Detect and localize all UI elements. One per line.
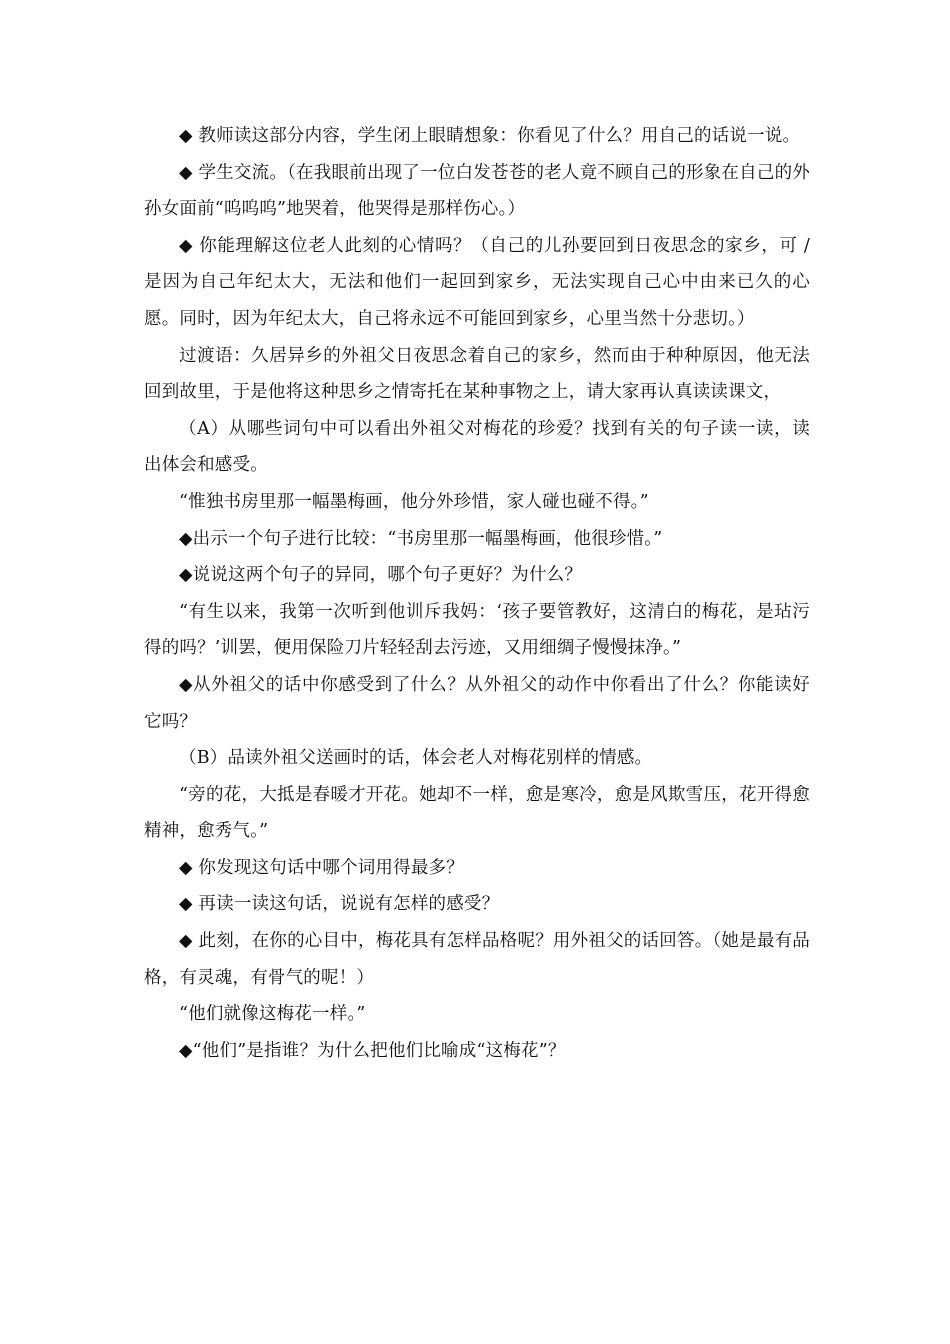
paragraph-13: ◆ 你发现这句话中哪个词用得最多？ — [179, 857, 464, 878]
paragraph-8: ◆说说这两个句子的异同，哪个句子更好？为什么？ — [179, 565, 583, 586]
paragraph-1: ◆ 教师读这部分内容，学生闭上眼睛想象：你看见了什么？用自己的话说一说。 — [179, 126, 801, 146]
paragraph-3: ◆ 你能理解这位老人此刻的心情吗？（自己的儿孙要回到日夜思念的家乡，可 / 是因为自己年纪太大，无法和他们一起回到家乡，无法实现自己心中由来已久的心愿。同时，因为年纪太大，自己将永远不可能回到家乡，心里当然十分悲切。） — [144, 235, 810, 329]
document-body — [144, 118, 810, 1069]
paragraph-17: ◆“他们”是指谁？为什么把他们比喻成“这梅花”？ — [179, 1040, 566, 1061]
paragraph-9: “有生以来，我第一次听到他训斥我妈：‘孩子要管教好，这清白的梅花，是玷污得的吗？’训罢，便用保险刀片轻轻刮去污迹，又用细绸子慢慢抹净。” — [144, 601, 810, 659]
paragraph-10: ◆从外祖父的话中你感受到了什么？从外祖父的动作中你看出了什么？你能读好它吗？ — [144, 674, 810, 732]
paragraph-5: （A）从哪些词句中可以看出外祖父对梅花的珍爱？找到有关的句子读一读，读出体会和感受。 — [144, 418, 810, 476]
paragraph-6: “惟独书房里那一幅墨梅画，他分外珍惜，家人碰也碰不得。” — [179, 491, 649, 512]
paragraph-11: （B）品读外祖父送画时的话，体会老人对梅花别样的情感。 — [179, 748, 653, 769]
paragraph-4: 过渡语：久居异乡的外祖父日夜思念着自己的家乡，然而由于种种原因，他无法回到故里，于是他将这种思乡之情寄托在某种事物之上，请大家再认真读读课文， — [144, 345, 810, 403]
paragraph-2: ◆ 学生交流。（在我眼前出现了一位白发苍苍的老人竟不顾自己的形象在自己的外孙女面前“呜呜呜”地哭着，他哭得是那样伤心。） — [144, 162, 810, 220]
paragraph-12: “旁的花，大抵是春暖才开花。她却不一样，愈是寒冷，愈是风欺雪压，花开得愈精神，愈秀气。” — [144, 784, 810, 842]
paragraph-16: “他们就像这梅花一样。” — [179, 1004, 366, 1025]
paragraph-7: ◆出示一个句子进行比较：“书房里那一幅墨梅画，他很珍惜。” — [179, 528, 663, 549]
paragraph-14: ◆ 再读一读这句话，说说有怎样的感受？ — [179, 894, 500, 915]
paragraph-15: ◆ 此刻，在你的心目中，梅花具有怎样品格呢？用外祖父的话回答。（她是最有品格，有灵魂，有骨气的呢！） — [144, 931, 810, 988]
